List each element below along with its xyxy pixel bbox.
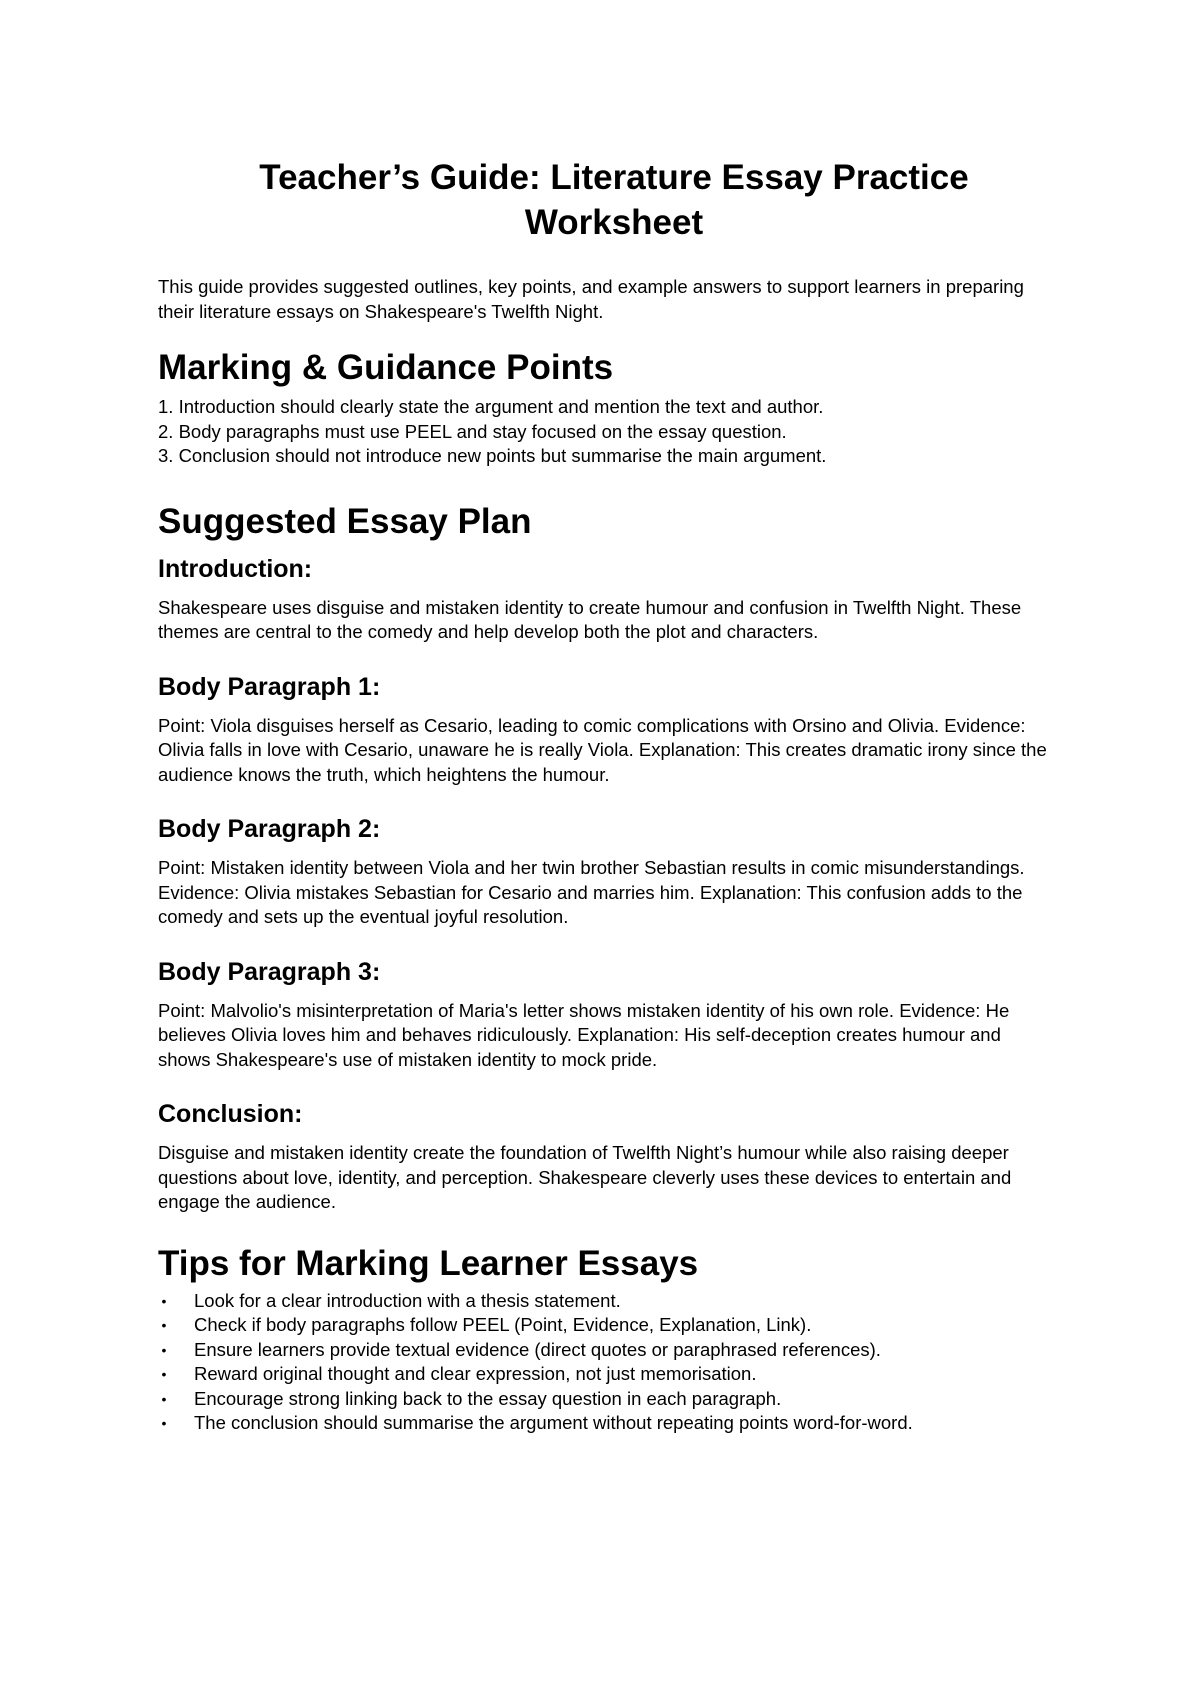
bullet-icon: •: [161, 1415, 167, 1431]
plan-introduction-text: Shakespeare uses disguise and mistaken identity to create humour and confusion in Twelfth Night. These themes are central to the comedy and help develop both the plot and characters.: [158, 596, 1022, 642]
tips-list-item: [158, 1411, 1058, 1436]
marking-item: 1. Introduction should clearly state the argument and mention the text and author.: [158, 396, 824, 417]
tips-item-text: Check if body paragraphs follow PEEL (Point, Evidence, Explanation, Link).: [194, 1314, 812, 1335]
intro-paragraph: This guide provides suggested outlines, key points, and example answers to support learners in preparing their literature essays on Shakespeare's Twelfth Night.: [158, 276, 1024, 322]
plan-conclusion-text: Disguise and mistaken identity create the foundation of Twelfth Night’s humour while also raising deeper questions about love, identity, and perception. Shakespeare cleverly uses these devices to entertain and engage the audience.: [158, 1142, 1012, 1212]
bullet-icon: •: [161, 1341, 167, 1358]
plan-body-paragraph-3-text: Point: Malvolio's misinterpretation of Maria's letter shows mistaken identity of his own role. Evidence: He believes Olivia loves him and behaves ridiculously. Explanation: His self-deception creates humour and shows Shakespeare's use of mistaken identity to mock pride.: [158, 999, 1010, 1070]
marking-heading: Marking & Guidance Points: [158, 348, 614, 387]
tips-item-text: Look for a clear introduction with a thesis statement.: [194, 1289, 621, 1311]
document-title: Teacher’s Guide: Literature Essay Practice Worksheet: [259, 158, 969, 242]
essay-plan-heading: Suggested Essay Plan: [158, 501, 532, 541]
plan-body-paragraph-1-heading: Body Paragraph 1:: [158, 672, 381, 701]
marking-list: [158, 395, 1058, 469]
marking-item: 3. Conclusion should not introduce new points but summarise the main argument.: [158, 445, 827, 466]
plan-body-paragraph-2-heading: Body Paragraph 2:: [158, 815, 381, 843]
bullet-icon: •: [161, 1366, 167, 1382]
plan-body-paragraph-3-heading: Body Paragraph 3:: [158, 957, 381, 986]
tips-item-text: Ensure learners provide textual evidence (direct quotes or paraphrased references).: [194, 1338, 881, 1360]
tips-heading: Tips for Marking Learner Essays: [158, 1243, 699, 1283]
tips-item-text: Encourage strong linking back to the essay question in each paragraph.: [194, 1387, 782, 1409]
tips-item-text: The conclusion should summarise the argument without repeating points word-for-word.: [194, 1412, 913, 1433]
plan-conclusion-heading: Conclusion:: [158, 1100, 303, 1128]
bullet-icon: •: [161, 1390, 167, 1407]
plan-introduction-heading: Introduction:: [158, 554, 313, 583]
tips-list-item: [158, 1362, 1058, 1387]
tips-list-item: [158, 1289, 1058, 1314]
tips-list-item: [158, 1338, 1058, 1363]
document-page: [158, 155, 1058, 1436]
plan-body-paragraph-1-text: Point: Viola disguises herself as Cesario, leading to comic complications with Orsino and Olivia. Evidence: Olivia falls in love with Cesario, unaware he is really Viola. Explanation: This creates dramatic irony since the audience knows the truth, which heightens the humour.: [158, 714, 1047, 785]
plan-body-paragraph-2-text: Point: Mistaken identity between Viola and her twin brother Sebastian results in comic misunderstandings. Evidence: Olivia mistakes Sebastian for Cesario and marries him. Explanation: This confusion adds to the comedy and sets up the eventual joyful resolution.: [158, 857, 1025, 927]
tips-list: [158, 1289, 1058, 1436]
tips-list-item: [158, 1313, 1058, 1338]
marking-item: 2. Body paragraphs must use PEEL and stay focused on the essay question.: [158, 420, 787, 442]
tips-item-text: Reward original thought and clear expression, not just memorisation.: [194, 1363, 757, 1384]
bullet-icon: •: [161, 1317, 167, 1333]
bullet-icon: •: [161, 1292, 167, 1309]
tips-list-item: [158, 1387, 1058, 1412]
